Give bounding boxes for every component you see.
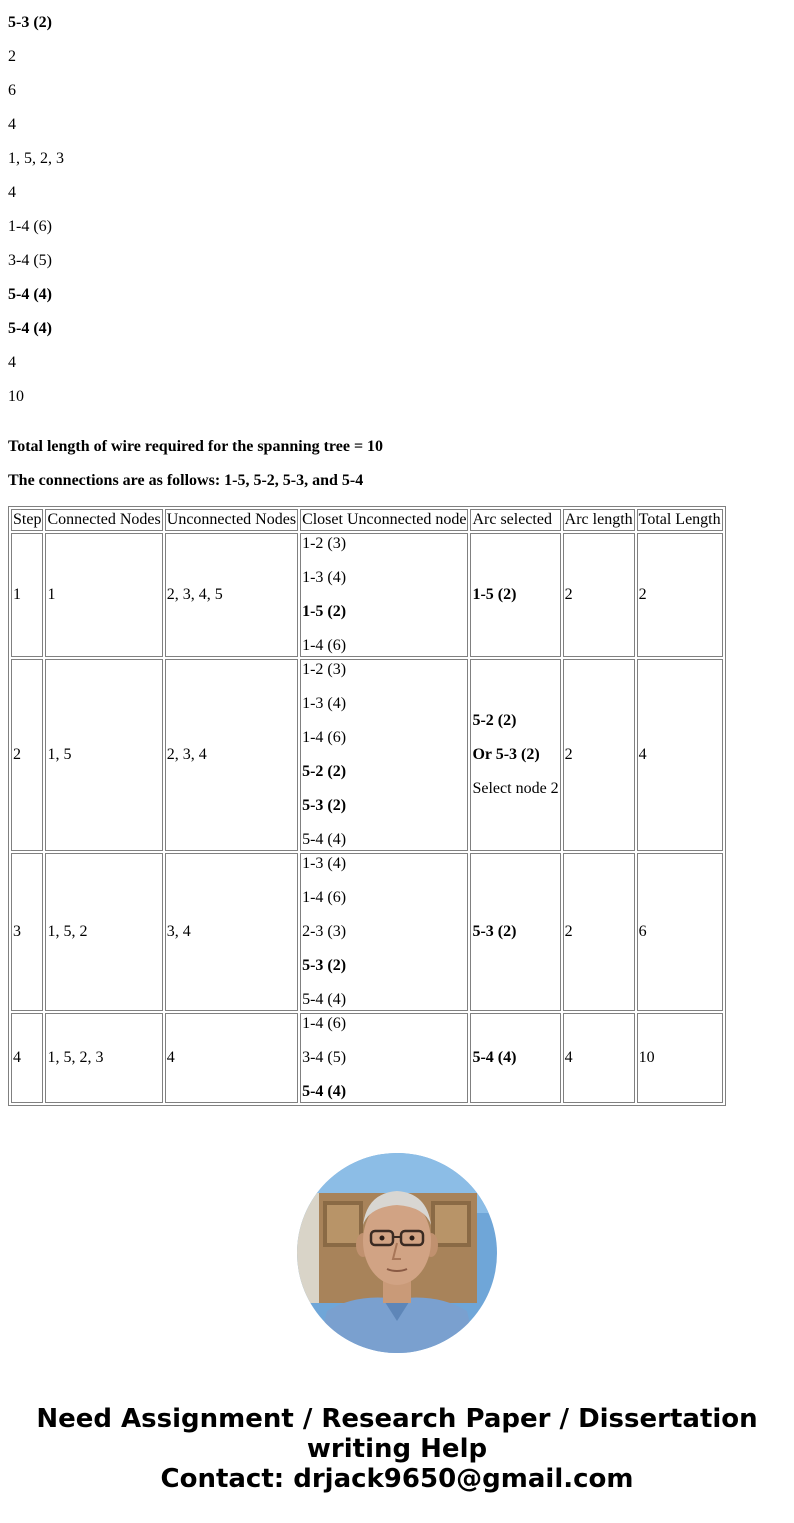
document-body — [8, 0, 788, 1106]
table-row — [11, 853, 723, 1011]
unconnected-cell: 3, 4 — [165, 853, 298, 1011]
arc-length-cell: 2 — [563, 853, 635, 1011]
total-length-cell: 10 — [637, 1013, 723, 1103]
unconnected-cell: 2, 3, 4, 5 — [165, 533, 298, 657]
arc-length-cell: 2 — [563, 659, 635, 851]
connected-cell: 1, 5 — [45, 659, 162, 851]
banner-line: writing Help — [306, 1434, 488, 1464]
candidate-arc: 1-3 (4) — [302, 569, 347, 586]
table-header-row — [11, 509, 723, 531]
arc-selected-note: Select node 2 — [472, 780, 559, 797]
candidate-arc: 3-4 (5) — [302, 1049, 347, 1066]
header-closest-unconnected: Closet Unconnected node — [300, 509, 468, 531]
value-line: 5-3 (2) — [8, 14, 52, 31]
arc-selected-line: 1-5 (2) — [472, 586, 517, 603]
person-portrait-icon — [297, 1153, 497, 1353]
value-line: 4 — [8, 354, 16, 371]
header-arc-length: Arc length — [563, 509, 635, 531]
header-connected-nodes: Connected Nodes — [45, 509, 162, 531]
candidate-arc: 5-4 (4) — [302, 991, 347, 1008]
arc-selected-line: 5-3 (2) — [472, 923, 517, 940]
connections-summary: The connections are as follows: 1-5, 5-2, 5-3, and 5-4 — [8, 472, 364, 489]
candidates-cell — [300, 659, 468, 851]
candidate-arc: 2-3 (3) — [302, 923, 347, 940]
connected-cell: 1, 5, 2, 3 — [45, 1013, 162, 1103]
step-cell: 3 — [11, 853, 43, 1011]
value-line: 5-4 (4) — [8, 320, 52, 337]
header-total-length: Total Length — [637, 509, 723, 531]
table-row — [11, 659, 723, 851]
total-length-summary: Total length of wire required for the spanning tree = 10 — [8, 438, 384, 455]
author-photo — [297, 1153, 497, 1353]
candidate-arc: 1-3 (4) — [302, 855, 347, 872]
prim-steps-table — [8, 506, 726, 1106]
candidates-cell — [300, 853, 468, 1011]
table-row — [11, 533, 723, 657]
candidate-arc-chosen: 5-4 (4) — [302, 1083, 347, 1100]
connected-cell: 1 — [45, 533, 162, 657]
value-line: 4 — [8, 116, 16, 133]
total-length-cell: 2 — [637, 533, 723, 657]
value-line: 4 — [8, 184, 16, 201]
banner-contact-line: Contact: drjack9650@gmail.com — [160, 1464, 634, 1494]
candidate-arc: 1-4 (6) — [302, 889, 347, 906]
arc-selected-line: 5-2 (2) — [472, 712, 517, 729]
arc-selected-line: Or 5-3 (2) — [472, 746, 540, 763]
arc-length-cell: 4 — [563, 1013, 635, 1103]
arc-selected-line: 5-4 (4) — [472, 1049, 517, 1066]
candidate-arc: 5-4 (4) — [302, 831, 347, 848]
candidate-arc-chosen: 5-2 (2) — [302, 763, 347, 780]
value-line: 10 — [8, 388, 24, 405]
header-arc-selected: Arc selected — [470, 509, 560, 531]
arc-selected-cell — [470, 1013, 560, 1103]
arc-length-cell: 2 — [563, 533, 635, 657]
arc-selected-cell — [470, 659, 560, 851]
value-line: 3-4 (5) — [8, 252, 52, 269]
table-row — [11, 1013, 723, 1103]
value-line: 1-4 (6) — [8, 218, 52, 235]
candidate-arc: 1-2 (3) — [302, 661, 347, 678]
candidate-arc-chosen: 5-3 (2) — [302, 797, 347, 814]
value-line: 1, 5, 2, 3 — [8, 150, 64, 167]
header-unconnected-nodes: Unconnected Nodes — [165, 509, 298, 531]
total-length-cell: 6 — [637, 853, 723, 1011]
value-line: 6 — [8, 82, 16, 99]
candidate-arc: 1-4 (6) — [302, 1015, 347, 1032]
banner-line: Need Assignment / Research Paper / Dissertation — [36, 1404, 758, 1434]
header-step: Step — [11, 509, 43, 531]
total-length-cell: 4 — [637, 659, 723, 851]
candidate-arc-chosen: 5-3 (2) — [302, 957, 347, 974]
connected-cell: 1, 5, 2 — [45, 853, 162, 1011]
candidates-cell — [300, 1013, 468, 1103]
candidate-arc: 1-4 (6) — [302, 729, 347, 746]
step-cell: 2 — [11, 659, 43, 851]
unconnected-cell: 4 — [165, 1013, 298, 1103]
value-line: 2 — [8, 48, 16, 65]
step-cell: 4 — [11, 1013, 43, 1103]
candidate-arc: 1-2 (3) — [302, 535, 347, 552]
contact-banner — [0, 1404, 794, 1494]
blank-line — [8, 422, 788, 438]
candidates-cell — [300, 533, 468, 657]
candidate-arc-chosen: 1-5 (2) — [302, 603, 347, 620]
arc-selected-cell — [470, 853, 560, 1011]
continued-values-list — [8, 14, 788, 406]
arc-selected-cell — [470, 533, 560, 657]
unconnected-cell: 2, 3, 4 — [165, 659, 298, 851]
candidate-arc: 1-4 (6) — [302, 637, 347, 654]
step-cell: 1 — [11, 533, 43, 657]
value-line: 5-4 (4) — [8, 286, 52, 303]
candidate-arc: 1-3 (4) — [302, 695, 347, 712]
